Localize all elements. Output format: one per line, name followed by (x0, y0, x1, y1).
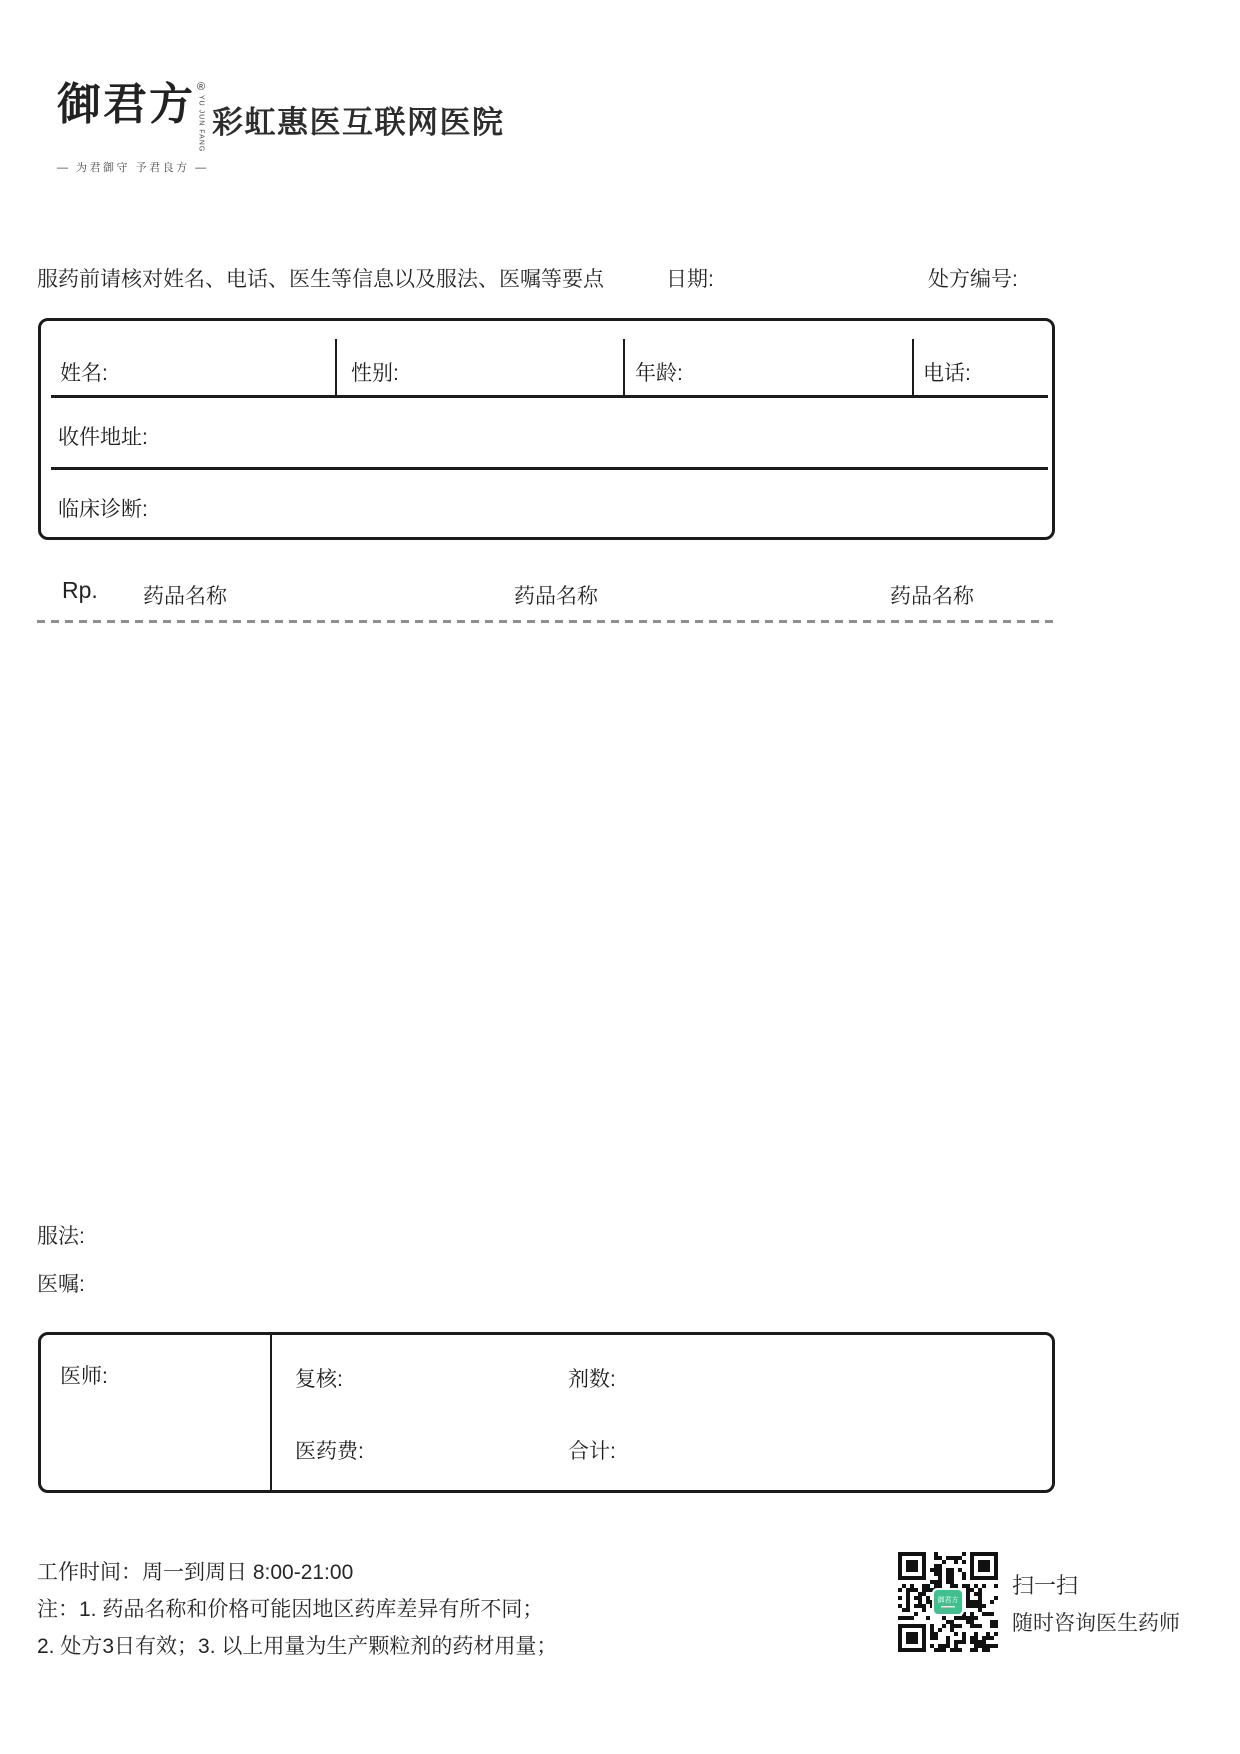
qr-code-icon (898, 1552, 998, 1652)
patient-info-box (38, 318, 1055, 540)
svg-text:御君方: 御君方 (937, 1597, 959, 1604)
row-divider (51, 467, 1048, 470)
usage-label: 服法: (37, 1225, 85, 1248)
cell-divider (912, 339, 914, 396)
brand-romanized-text: YU JUN FANG (197, 95, 205, 153)
work-time-text: 工作时间：周一到周日 8:00-21:00 (37, 1561, 354, 1584)
registered-trademark-icon: ® (197, 81, 206, 93)
doctor-label: 医师: (60, 1365, 108, 1388)
shipping-address-label: 收件地址: (58, 426, 148, 449)
brand-logo-text: 御君方 (57, 79, 195, 130)
brand-tagline: — 为君御守 予君良方 — (57, 162, 209, 175)
brand-logo (57, 79, 209, 175)
rp-label: Rp. (62, 577, 98, 603)
age-label: 年龄: (635, 362, 683, 385)
phone-label: 电话: (923, 362, 971, 385)
gender-label: 性别: (351, 362, 399, 385)
total-label: 合计: (568, 1440, 616, 1463)
cell-divider (623, 339, 625, 396)
note-line-1: 注：1. 药品名称和价格可能因地区药库差异有所不同； (37, 1598, 544, 1621)
drug-name-column-header: 药品名称 (890, 585, 974, 608)
signature-box (38, 1332, 1055, 1493)
scan-subtitle: 随时咨询医生药师 (1012, 1612, 1180, 1635)
check-reminder-text: 服药前请核对姓名、电话、医生等信息以及服法、医嘱等要点 (37, 268, 604, 291)
cell-divider (335, 339, 337, 396)
note-line-2: 2. 处方3日有效；3. 以上用量为生产颗粒剂的药材用量； (37, 1635, 558, 1658)
drug-name-column-header: 药品名称 (143, 585, 227, 608)
row-divider (51, 395, 1048, 398)
doses-count-label: 剂数: (568, 1368, 616, 1391)
dashed-separator (37, 620, 1057, 623)
hospital-name: 彩虹惠医互联网医院 (212, 105, 505, 140)
cell-divider (270, 1334, 272, 1491)
scan-title: 扫一扫 (1012, 1573, 1079, 1598)
date-label: 日期: (666, 268, 714, 291)
doctor-advice-label: 医嘱: (37, 1273, 85, 1296)
clinical-diagnosis-label: 临床诊断: (58, 498, 148, 521)
medicine-fee-label: 医药费: (295, 1440, 364, 1463)
review-label: 复核: (295, 1368, 343, 1391)
prescription-body-area (37, 630, 1057, 1200)
name-label: 姓名: (60, 362, 108, 385)
drug-name-column-header: 药品名称 (514, 585, 598, 608)
prescription-number-label: 处方编号: (928, 268, 1018, 291)
